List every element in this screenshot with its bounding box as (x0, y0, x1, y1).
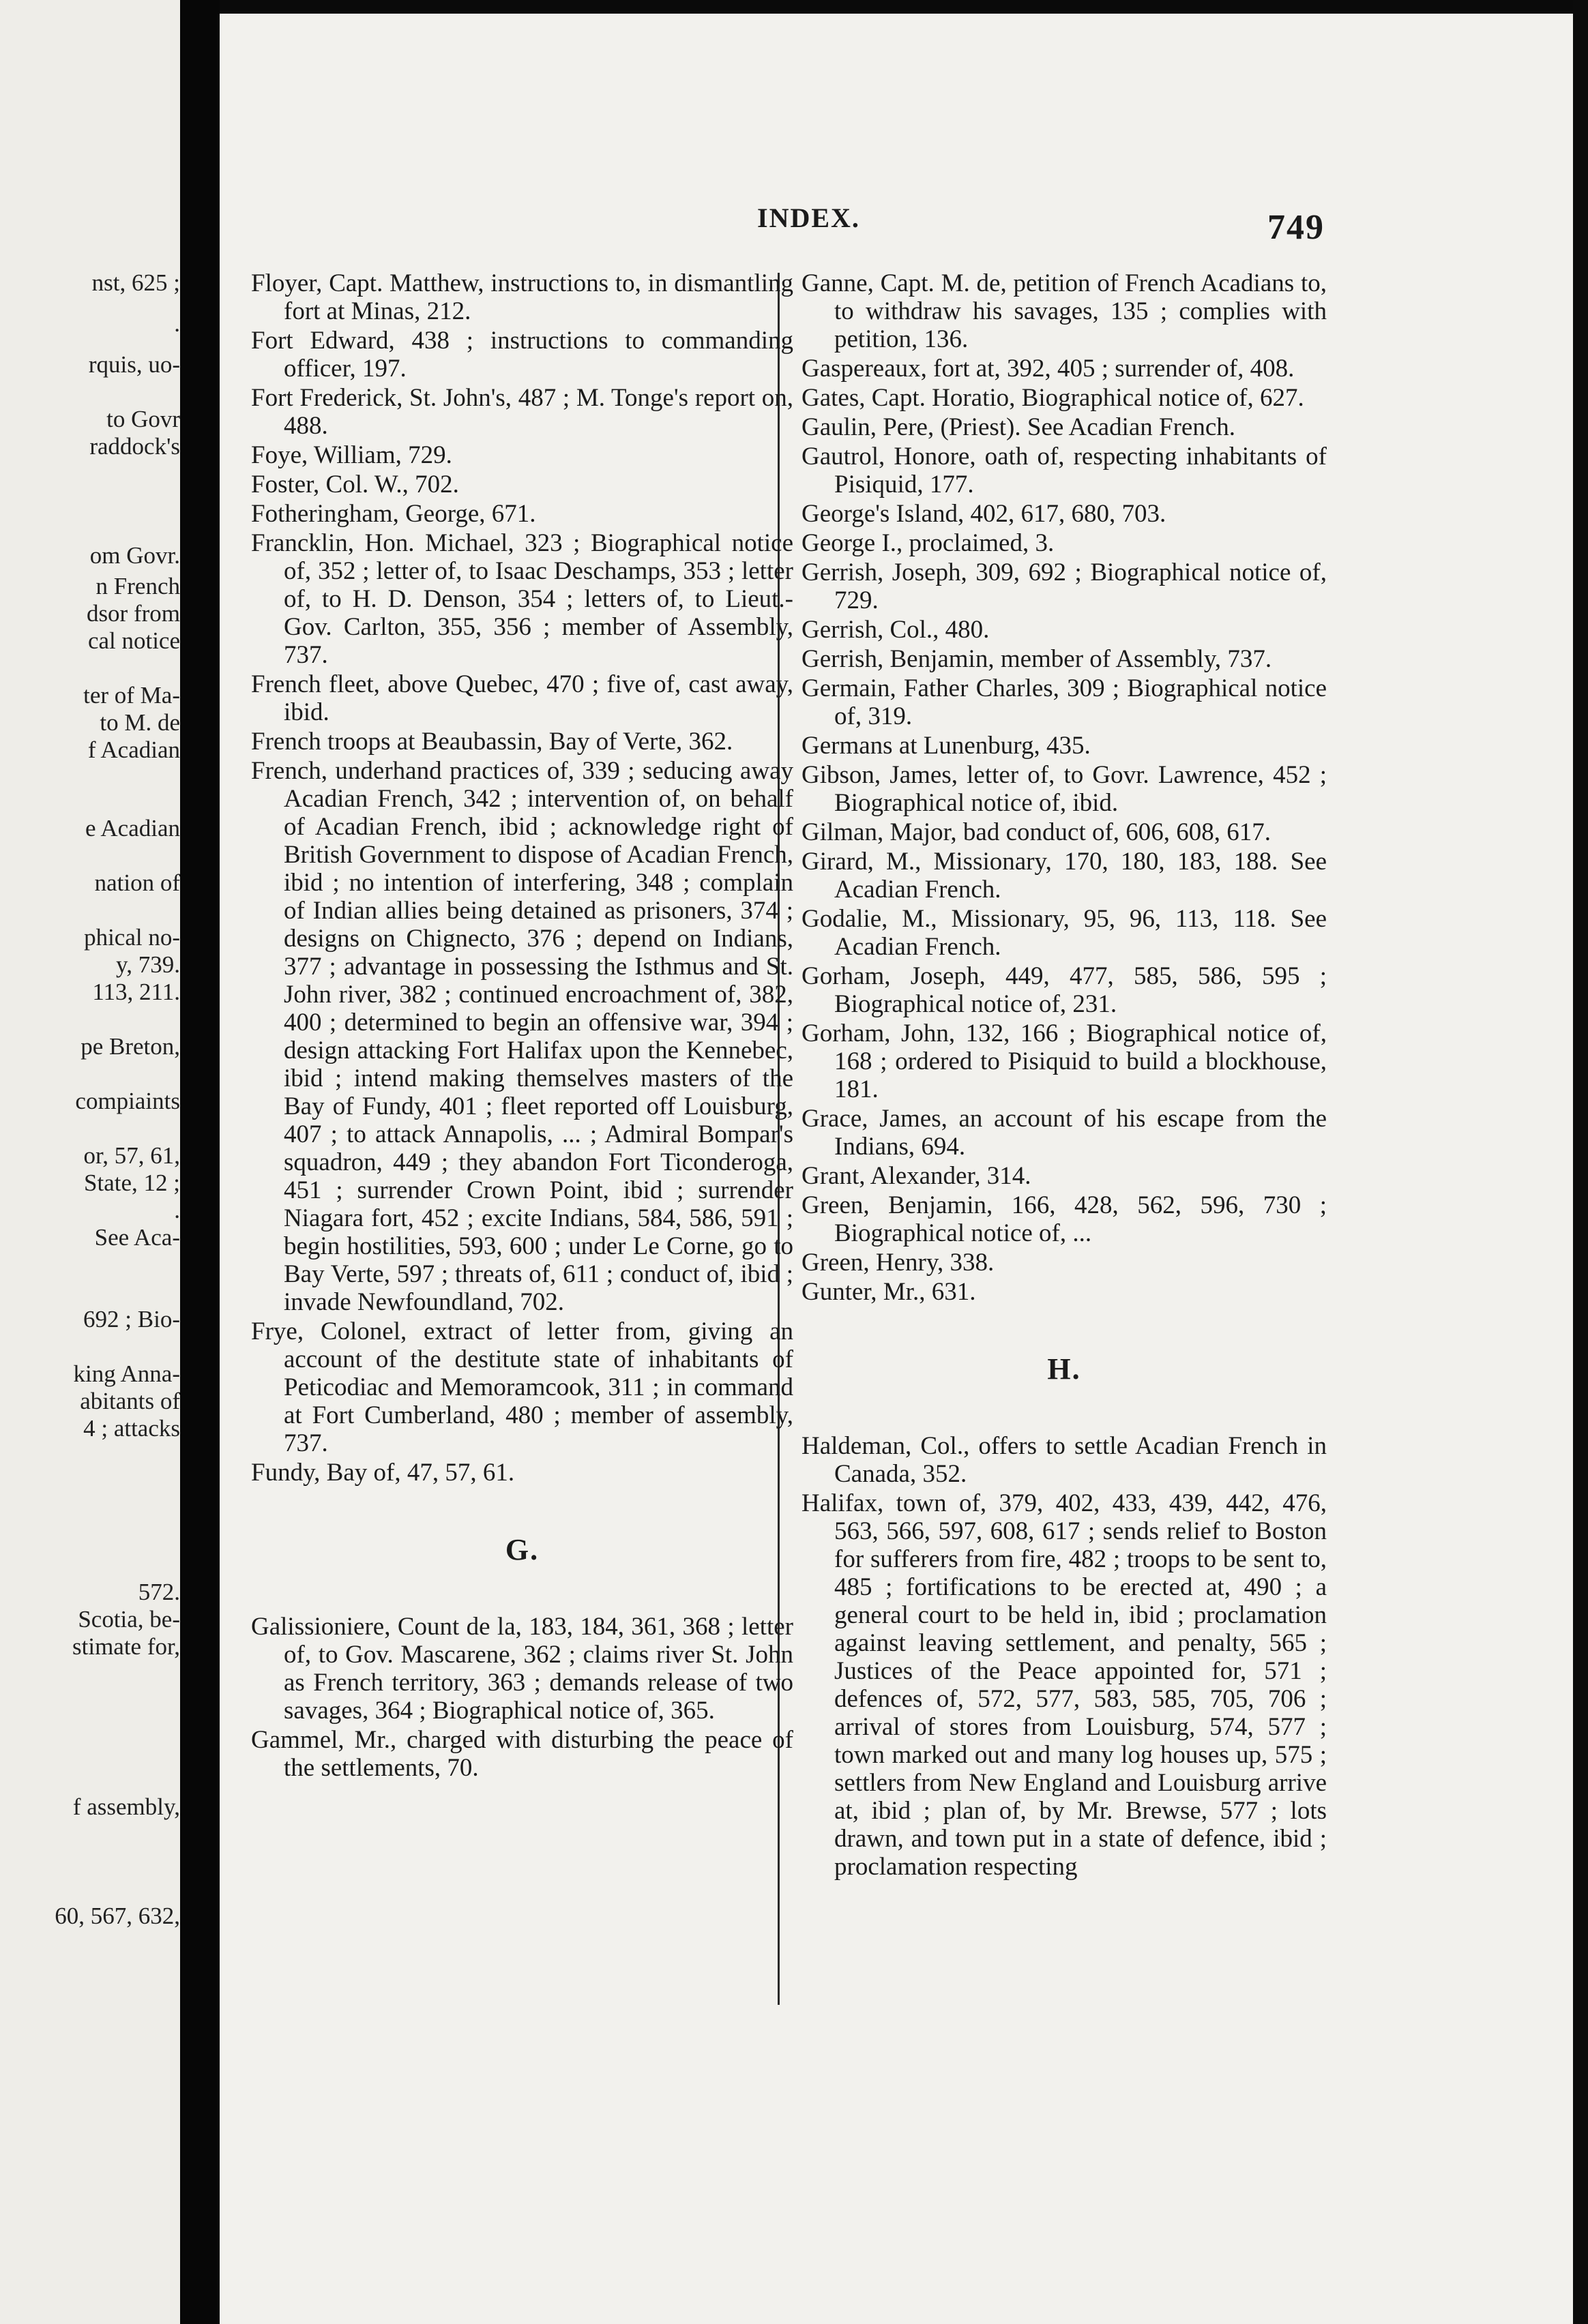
previous-page-fragment: f assembly, (72, 1793, 180, 1820)
entries-g (251, 1613, 793, 1782)
index-entry: George I., proclaimed, 3. (802, 529, 1055, 557)
index-entry: Fort Edward, 438 ; instructions to commanding officer, 197. (251, 327, 793, 383)
index-entry: French fleet, above Quebec, 470 ; five of, cast away, ibid. (251, 670, 793, 726)
index-entry: French troops at Beaubassin, Bay of Verte, 362. (251, 728, 733, 756)
previous-page-fragment: cal notice (87, 627, 180, 654)
previous-page-fragment: to Govr (106, 406, 180, 432)
index-entry: Frye, Colonel, extract of letter from, giving an account of the destitute state of inhabitants of Peticodiac and Memoramcook, 311 ; in command at Fort Cumberland, 480 ; member of assembly, 737. (251, 1317, 793, 1457)
previous-page-fragment: Scotia, be- (78, 1606, 180, 1633)
previous-page-fragment: or, 57, 61, (83, 1142, 180, 1169)
previous-page-edge (0, 0, 180, 2324)
index-entry: Haldeman, Col., offers to settle Acadian French in Canada, 352. (802, 1432, 1327, 1488)
scan-top-edge (220, 0, 1588, 14)
index-entry: Gorham, Joseph, 449, 477, 585, 586, 595 ; Biographical notice of, 231. (802, 962, 1327, 1018)
previous-page-fragment: ter of Ma- (83, 682, 180, 709)
entries-h (802, 1432, 1327, 1881)
index-entry: Gaulin, Pere, (Priest). See Acadian French. (802, 413, 1236, 441)
previous-page-fragment: 113, 211. (92, 979, 180, 1005)
index-entry: Grant, Alexander, 314. (802, 1162, 1031, 1190)
index-entry: Germans at Lunenburg, 435. (802, 732, 1091, 760)
index-entry: Fotheringham, George, 671. (251, 500, 536, 528)
entries-f (251, 269, 793, 1487)
page-number: 749 (1267, 208, 1325, 247)
page-header-title: INDEX. (757, 203, 860, 233)
previous-page-fragment: 4 ; attacks (83, 1415, 180, 1442)
index-entry: Girard, M., Missionary, 170, 180, 183, 188. See Acadian French. (802, 848, 1327, 904)
index-entry: Fort Frederick, St. John's, 487 ; M. Tonge's report on, 488. (251, 384, 793, 440)
index-entry: Gates, Capt. Horatio, Biographical notice of, 627. (802, 384, 1304, 412)
index-entry: Gibson, James, letter of, to Govr. Lawrence, 452 ; Biographical notice of, ibid. (802, 761, 1327, 817)
index-entry: Gaspereaux, fort at, 392, 405 ; surrender of, 408. (802, 355, 1295, 383)
index-entry: George's Island, 402, 617, 680, 703. (802, 500, 1166, 528)
index-entry: Green, Benjamin, 166, 428, 562, 596, 730 ; Biographical notice of, ... (802, 1191, 1327, 1247)
section-letter-h: H. (1047, 1352, 1081, 1386)
index-entry: Floyer, Capt. Matthew, instructions to, in dismantling fort at Minas, 212. (251, 269, 793, 325)
index-entry: French, underhand practices of, 339 ; seducing away Acadian French, 342 ; intervention of, on behalf of Acadian French, ibid ; acknowledge right of British Government to dispose of Acadian French, ibid ; no intention of interfering, 348 ; complain of Indian allies being detained as prisoners, 374 ; designs on Chignecto, 376 ; depend on Indians, 377 ; advantage in possessing the Isthmus and St. John river, 382 ; continued encroachment of, 382, 400 ; determined to begin an offensive war, 394 ; design attacking Fort Halifax upon the Kennebec, ibid ; intend making themselves masters of the Bay of Fundy, 401 ; fleet reported off Louisburg, 407 ; to attack Annapolis, ... ; Admiral Bompar's squadron, 449 ; they abandon Fort Ticonderoga, 451 ; surrender Crown Point, ibid ; surrender Niagara fort, 452 ; excite Indians, 584, 586, 591 ; begin hostilities, 593, 600 ; under Le Corne, go to Bay Verte, 597 ; threats of, 611 ; conduct of, ibid ; invade Newfoundland, 702. (251, 757, 793, 1316)
previous-page-fragment: State, 12 ; (84, 1170, 180, 1196)
previous-page-fragment: king Anna- (73, 1360, 180, 1387)
scan-right-edge (1573, 0, 1588, 2324)
previous-page-fragment: n French (95, 573, 180, 599)
previous-page-fragment: abitants of (80, 1388, 180, 1414)
index-entry: Gautrol, Honore, oath of, respecting inhabitants of Pisiquid, 177. (802, 443, 1327, 498)
index-column-left (251, 269, 793, 1783)
index-entry: Gerrish, Col., 480. (802, 616, 990, 644)
index-entry: Foye, William, 729. (251, 441, 452, 469)
previous-page-fragment: phical no- (84, 924, 180, 951)
index-entry: Francklin, Hon. Michael, 323 ; Biographical notice of, 352 ; letter of, to Isaac Deschamps, 353 ; letter of, to H. D. Denson, 354 ; letters of, to Lieut.-Gov. Carlton, 355, 356 ; member of Assembly, 737. (251, 529, 793, 669)
index-entry: Germain, Father Charles, 309 ; Biographical notice of, 319. (802, 674, 1327, 730)
previous-page-fragment: compiaints (75, 1088, 180, 1114)
previous-page-fragment: nation of (94, 869, 180, 896)
previous-page-fragment: to M. de (100, 709, 180, 736)
index-entry: Grace, James, an account of his escape from the Indians, 694. (802, 1105, 1327, 1161)
index-entry: Foster, Col. W., 702. (251, 471, 459, 498)
index-entry: Halifax, town of, 379, 402, 433, 439, 442, 476, 563, 566, 597, 608, 617 ; sends relief to Boston for sufferers from fire, 482 ; troops to be sent to, 485 ; fortifications to be erected at, 490 ; a general court to be held in, ibid ; proclamation against leaving settlement, and penalty, 565 ; Justices of the Peace appointed for, 571 ; defences of, 572, 577, 583, 585, 705, 706 ; arrival of stores from Louisburg, 574, 577 ; town marked out and many log houses up, 575 ; settlers from New England and Louisburg arrive at, ibid ; plan of, by Mr. Brewse, 577 ; lots drawn, and town put in a state of defence, ibid ; proclamation respecting (802, 1489, 1327, 1881)
previous-page-fragment: stimate for, (72, 1633, 180, 1660)
entries-g-continued (802, 269, 1327, 1306)
section-letter-g: G. (505, 1533, 540, 1566)
index-entry: Gorham, John, 132, 166 ; Biographical notice of, 168 ; ordered to Pisiquid to build a blockhouse, 181. (802, 1019, 1327, 1103)
index-entry: Fundy, Bay of, 47, 57, 61. (251, 1459, 515, 1487)
index-entry: Ganne, Capt. M. de, petition of French Acadians to, to withdraw his savages, 135 ; complies with petition, 136. (802, 269, 1327, 353)
index-entry: Gammel, Mr., charged with disturbing the peace of the settlements, 70. (251, 1726, 793, 1782)
previous-page-fragment: dsor from (86, 600, 180, 627)
previous-page-fragment: 60, 567, 632, (55, 1903, 180, 1929)
previous-page-fragment: y, 739. (116, 951, 180, 978)
previous-page-fragment: . (174, 310, 180, 337)
previous-page-fragment: 692 ; Bio- (83, 1306, 180, 1332)
index-entry: Gerrish, Benjamin, member of Assembly, 737. (802, 645, 1272, 673)
previous-page-fragment: . (174, 1197, 180, 1223)
previous-page-fragment: raddock's (89, 433, 180, 460)
index-entry: Gilman, Major, bad conduct of, 606, 608, 617. (802, 818, 1271, 846)
previous-page-fragment: e Acadian (85, 815, 180, 841)
index-entry: Green, Henry, 338. (802, 1249, 995, 1277)
previous-page-fragment: nst, 625 ; (91, 269, 180, 296)
previous-page-fragment: See Aca- (94, 1224, 180, 1251)
index-entry: Godalie, M., Missionary, 95, 96, 113, 118. See Acadian French. (802, 905, 1327, 961)
index-entry: Gunter, Mr., 631. (802, 1278, 976, 1306)
previous-page-fragment: om Govr. (89, 542, 180, 569)
previous-page-fragment: f Acadian (87, 736, 180, 763)
index-entry: Galissioniere, Count de la, 183, 184, 361, 368 ; letter of, to Gov. Mascarene, 362 ; claims river St. John as French territory, 363 ; demands release of two savages, 364 ; Biographical notice of, 365. (251, 1613, 793, 1725)
previous-page-fragment: pe Breton, (80, 1033, 180, 1060)
previous-page-fragment: rquis, uo- (88, 351, 180, 378)
previous-page-fragment: 572. (138, 1579, 180, 1605)
index-entry: Gerrish, Joseph, 309, 692 ; Biographical notice of, 729. (802, 558, 1327, 614)
index-column-right (802, 269, 1327, 1882)
